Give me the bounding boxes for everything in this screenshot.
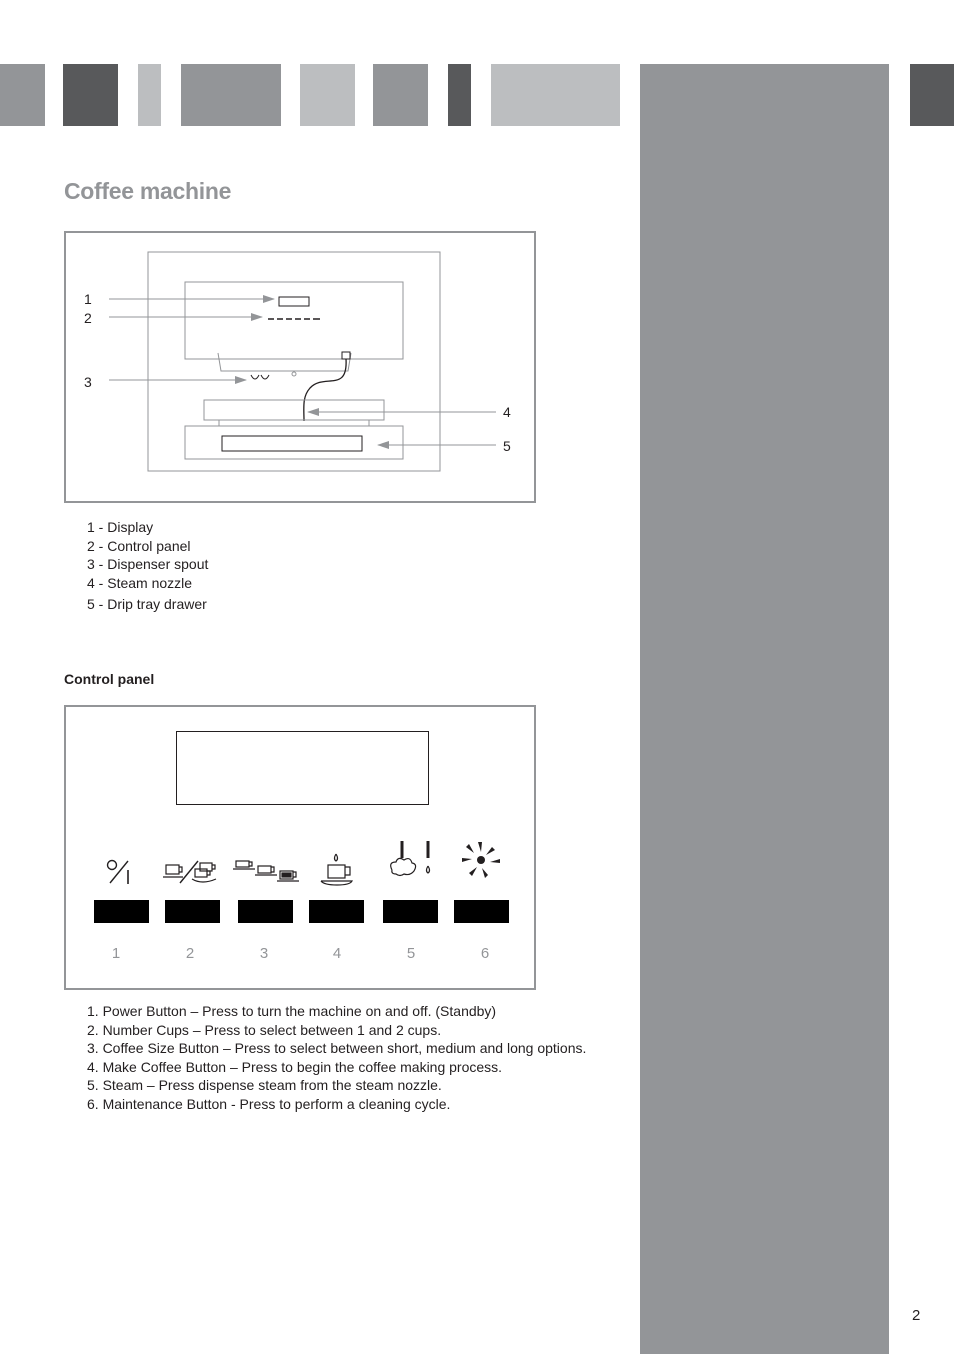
maintenance-button[interactable] — [454, 900, 509, 923]
callout-label-4: 4 — [503, 404, 511, 420]
header-block — [181, 64, 281, 126]
header-block — [373, 64, 428, 126]
machine-legend — [87, 518, 208, 614]
cup-platform — [204, 400, 384, 420]
button-number: 1 — [111, 945, 121, 962]
steam-icon — [387, 838, 435, 880]
legend-item: 4 - Steam nozzle — [87, 574, 193, 591]
spout-dot — [292, 372, 296, 376]
button-number: 5 — [406, 945, 416, 962]
machine-display — [279, 297, 309, 306]
coffee-size-button[interactable] — [238, 900, 293, 923]
legend-item: 3 - Dispenser spout — [87, 556, 209, 572]
page-title: Coffee machine — [64, 178, 232, 204]
header-block — [63, 64, 118, 126]
legend-item: 1 - Display — [87, 519, 154, 535]
coffee-size-icon — [233, 856, 299, 884]
drawer-front — [222, 436, 362, 451]
description-item: 3. Coffee Size Button – Press to select between short, medium and long options. — [87, 1040, 587, 1056]
control-panel-heading: Control panel — [64, 671, 155, 687]
machine-diagram-frame — [64, 231, 536, 503]
control-panel-display — [176, 731, 429, 805]
steam-nozzle-head — [342, 352, 350, 359]
make-coffee-icon — [318, 852, 356, 886]
number-cups-button[interactable] — [165, 900, 220, 923]
machine-diagram — [66, 233, 534, 501]
make-coffee-button[interactable] — [309, 900, 364, 923]
header-block — [448, 64, 471, 126]
legend-item: 2 - Control panel — [87, 537, 191, 554]
legend-item: 5 - Drip tray drawer — [87, 596, 207, 612]
power-icon — [104, 858, 134, 886]
description-item: 5. Steam – Press dispense steam from the steam nozzle. — [87, 1077, 442, 1093]
header-block — [0, 64, 45, 126]
header-block — [300, 64, 355, 126]
dispenser-housing — [218, 353, 351, 371]
niche-outline — [148, 252, 440, 471]
drip-tray-grate — [219, 420, 369, 426]
description-item: 4. Make Coffee Button – Press to begin the coffee making process. — [87, 1058, 503, 1075]
description-item: 1. Power Button – Press to turn the machine on and off. (Standby) — [87, 1003, 497, 1019]
page-number: 2 — [912, 1307, 921, 1324]
spout-2 — [261, 375, 269, 379]
steam-button[interactable] — [383, 900, 438, 923]
button-number: 4 — [332, 945, 342, 962]
callout-label-1: 1 — [84, 291, 92, 307]
spout-1 — [251, 375, 259, 379]
header-block — [138, 64, 161, 126]
button-number: 3 — [259, 945, 269, 962]
control-panel-descriptions — [87, 1002, 586, 1113]
drip-tray-drawer — [185, 426, 403, 459]
callout-label-3: 3 — [84, 374, 92, 390]
number-cups-icon — [163, 858, 223, 886]
right-sidebar — [640, 64, 889, 1354]
callout-label-5: 5 — [503, 438, 511, 454]
button-number: 6 — [480, 945, 490, 962]
machine-body — [185, 282, 403, 359]
header-block — [910, 64, 954, 126]
description-item: 2. Number Cups – Press to select between 1 and 2 cups. — [87, 1021, 442, 1038]
header-block — [491, 64, 620, 126]
maintenance-icon — [458, 838, 504, 884]
callout-label-2: 2 — [84, 310, 92, 326]
button-number: 2 — [185, 945, 195, 962]
power-button[interactable] — [94, 900, 149, 923]
description-item: 6. Maintenance Button - Press to perform a cleaning cycle. — [87, 1095, 451, 1112]
